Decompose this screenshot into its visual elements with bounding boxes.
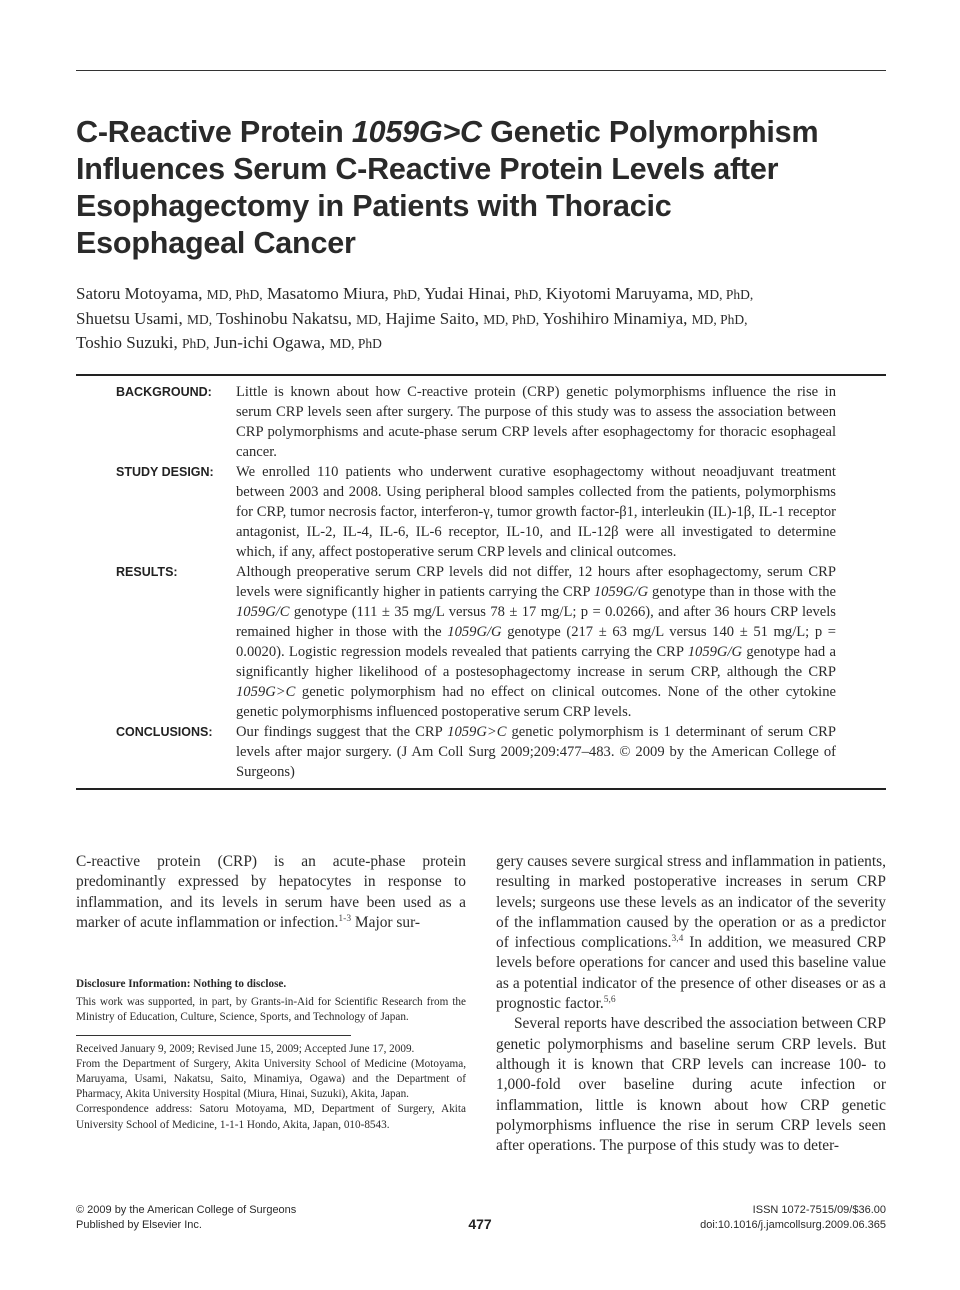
title-genotype: 1059G>C [351, 115, 482, 149]
received-dates: Received January 9, 2009; Revised June 15, 2009; Accepted June 17, 2009. [76, 1042, 415, 1055]
section-text: Little is known about how C-reactive protein (CRP) genetic polymorphisms influence the rise in serum CRP levels seen after surgery. The purpose of this study was to assess the association between CRP polymorphisms and acute-phase serum CRP levels after esophagectomy for thoracic esophageal cancer. [236, 384, 836, 460]
body-column-right [496, 852, 886, 1156]
disclosure-note: Disclosure Information: Nothing to disclose. [76, 978, 287, 990]
author: Shuetsu Usami, [76, 308, 183, 328]
citation-link[interactable]: 3,4 [671, 934, 684, 945]
body-paragraph: C-reactive protein (CRP) is an acute-phase protein predominantly expressed by hepatocytes in response to inflammation, and its levels in serum have been used as a marker of acute inflammation or infection.$^{1-3}$ Major sur- [76, 853, 466, 931]
section-text: Our findings suggest that the CRP 1059G>C genetic polymorphism is 1 determinant of serum CRP levels after major surgery. (J Am Coll Surg 2009;209:477–483. © 2009 by the American College of Surgeons) [236, 724, 836, 780]
section-label: BACKGROUND: [116, 385, 212, 399]
citation-link[interactable]: 5,6 [603, 994, 616, 1005]
footnote-divider [76, 1035, 351, 1036]
section-text: Although preoperative serum CRP levels did not differ, 12 hours after esophagectomy, serum CRP levels were significantly higher in patients carrying the CRP 1059G/G genotype than in those with the 1059G/C genotype (111 ± 35 mg/L versus 78 ± 17 mg/L; p = 0.0266), and after 36 hours CRP levels remained higher in those with the 1059G/G genotype (217 ± 63 mg/L versus 140 ± 51 mg/L; p = 0.0020). Logistic regression models revealed that patients carrying the CRP 1059G/G genotype had a significantly higher likelihood of a postesophagectomy increase in serum CRP, although the CRP 1059G>C genetic polymorphism had no effect on clinical outcomes. None of the other cytokine genetic polymorphisms influenced postoperative serum CRP levels. [236, 564, 836, 720]
author: Kiyotomi Maruyama, [545, 284, 694, 303]
copyright-text: © 2009 by the American College of Surgeons [76, 1204, 297, 1216]
abstract-box [76, 374, 886, 790]
section-text: We enrolled 110 patients who underwent curative esophagectomy without neoadjuvant treatment between 2003 and 2008. Using peripheral blood samples collected from the patients, polymorphisms for CRP, tumor necrosis factor, interferon-γ, tumor growth factor-β1, interleukin (IL)-1β, IL-1 receptor antagonist, IL-2, IL-4, IL-6, IL-6 receptor, IL-10, and IL-12β were all investigated to determine which, if any, affect postoperative serum CRP levels and clinical outcomes. [236, 464, 836, 560]
abstract-background [76, 382, 886, 462]
abstract-results [76, 562, 886, 722]
abstract-study-design [76, 462, 886, 562]
article-title: C-Reactive Protein 1059G>C Genetic Polymorphism Influences Serum C-Reactive Protein Levels after Esophagectomy in Patients with Thoracic Esophageal Cancer [76, 115, 819, 260]
abstract-conclusions [76, 722, 886, 782]
author: Jun-ichi Ogawa, [213, 333, 326, 352]
page-number: 477 [468, 1216, 492, 1232]
affiliation-note: From the Department of Surgery, Akita University School of Medicine (Motoyama, Maruyama, Usami, Nakatsu, Saito, Minamiya, Ogawa) and the Department of Pharmacy, Akita University Hospital (Miura, Hinai, Suzuki), Akita, Japan. [76, 1057, 466, 1101]
funding-note: This work was supported, in part, by Grants-in-Aid for Scientific Research from the Ministry of Education, Culture, Science, Sports, and Technology of Japan. [76, 996, 466, 1024]
footer-left [76, 1203, 296, 1233]
body-paragraph: gery causes severe surgical stress and inflammation in patients, resulting in marked postoperative increases in serum CRP levels; surgeons use these levels as an indicator of the severity of the inflammation caused by the operation or as a predictor of infectious complications.$^{3,4}$ In addition, we measured CRP levels before operations for cancer and used this baseline value as a potential indicator of the presence of other diseases or as a prognostic factor.$^{5,6}$ [496, 853, 886, 1013]
footer-right [700, 1203, 886, 1233]
body-paragraph: Several reports have described the association between CRP genetic polymorphisms and baseline serum CRP levels. But although it is known that CRP levels can increase 100- to 1,000-fold over baseline during acute infection or inflammation, little is known about how CRP genetic polymorphisms influence the rise in serum CRP levels seen after operations. The purpose of this study was to deter- [496, 1015, 886, 1155]
top-rule [76, 70, 886, 71]
author: Satoru Motoyama, [76, 284, 203, 303]
doi-link[interactable]: doi:10.1016/j.jamcollsurg.2009.06.365 [700, 1219, 886, 1231]
author: Toshinobu Nakatsu, [216, 308, 352, 328]
section-label: CONCLUSIONS: [116, 725, 213, 739]
body-column-left [76, 852, 466, 933]
section-label: STUDY DESIGN: [116, 465, 214, 479]
author-list: Satoru Motoyama, MD, PhD, Masatomo Miura, PhD, Yudai Hinai, PhD, Kiyotomi Maruyama, MD, PhD, Shuetsu Usami, MD, Toshinobu Nakatsu, MD, Hajime Saito, MD, PhD, Yoshihiro Minamiya, MD, PhD, Toshio Suzuki, PhD, Jun-ichi Ogawa, MD, PhD [76, 284, 754, 352]
author: Hajime Saito, [385, 308, 479, 328]
author: Toshio Suzuki, [76, 333, 178, 352]
citation-link[interactable]: 1-3 [338, 913, 352, 924]
correspondence-note: Correspondence address: Satoru Motoyama, MD, Department of Surgery, Akita University School of Medicine, 1-1-1 Hondo, Akita, Japan, 010-8543. [76, 1103, 466, 1131]
author: Masatomo Miura, [266, 284, 389, 303]
publisher-text: Published by Elsevier Inc. [76, 1219, 202, 1231]
footnotes [76, 977, 466, 1133]
section-label: RESULTS: [116, 565, 178, 579]
author: Yudai Hinai, [424, 284, 510, 303]
author: Yoshihiro Minamiya, [542, 308, 688, 328]
issn-text: ISSN 1072-7515/09/$36.00 [752, 1204, 886, 1216]
